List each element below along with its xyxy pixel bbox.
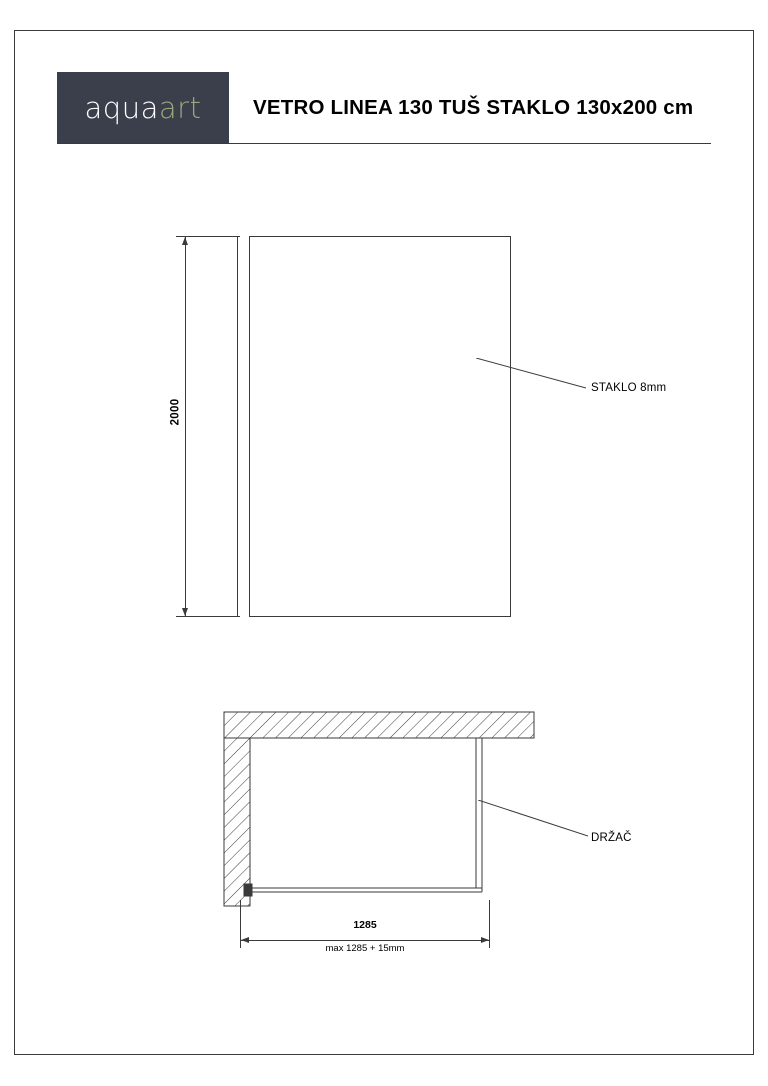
elevation-view (169, 236, 511, 617)
width-dimension-note: max 1285 + 15mm (325, 943, 405, 954)
wall-profile-elevation (237, 236, 250, 617)
height-dimension-line (185, 236, 186, 617)
width-dimension-label: 1285 (353, 919, 377, 931)
drawing-title: VETRO LINEA 130 TUŠ STAKLO 130x200 cm (253, 95, 694, 119)
logo-text-prefix: aqua (84, 90, 159, 125)
width-dimension (240, 900, 490, 954)
glass-leader-line (476, 358, 586, 390)
holder-label: DRŽAČ (591, 832, 632, 844)
wall-bracket (244, 884, 252, 896)
holder-leader-line (478, 800, 588, 838)
aquaart-logo (57, 72, 229, 143)
width-dimension-line (240, 940, 490, 941)
wall-hatch-left (224, 738, 250, 906)
glass-label: STAKLO 8mm (591, 382, 667, 394)
glass-panel-elevation (237, 236, 511, 617)
height-dimension-extension-bottom (176, 616, 240, 617)
height-dimension-arrow-top (182, 237, 188, 245)
logo-text-suffix: art (158, 90, 202, 125)
title-block (57, 72, 711, 144)
wall-hatch-top (224, 712, 534, 738)
height-dimension-arrow-bottom (182, 608, 188, 616)
height-dimension-label: 2000 (169, 398, 182, 426)
